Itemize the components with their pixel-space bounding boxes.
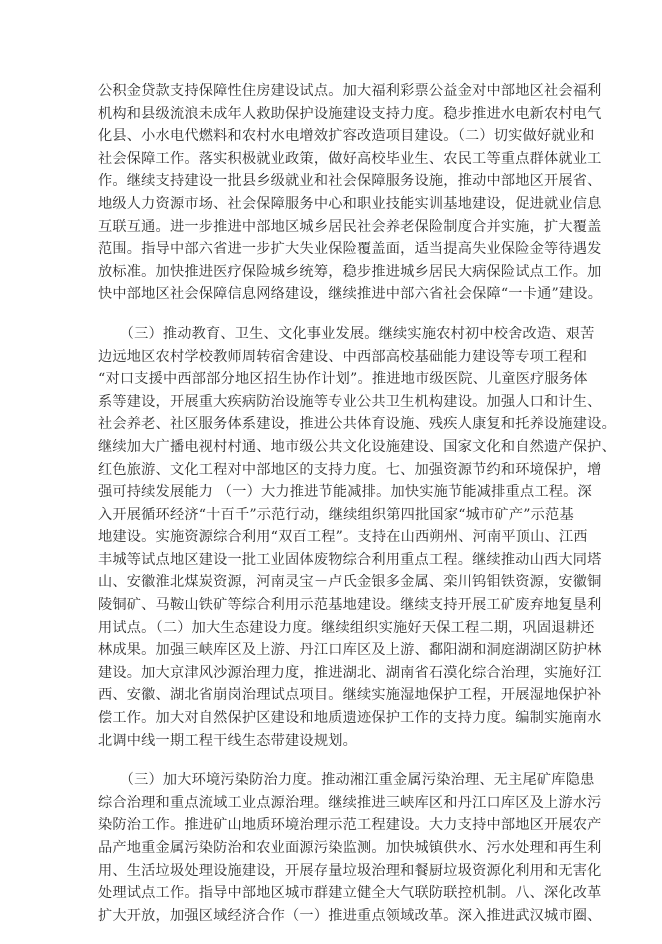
text-line: 公积金贷款支持保障性住房建设试点。加大福利彩票公益金对中部地区社会福利 bbox=[98, 83, 602, 99]
text-line: 互联互通。进一步推进中部地区城乡居民社会养老保险制度合并实施，扩大覆盖 bbox=[98, 218, 602, 235]
text-line: 陵铜矿、马鞍山铁矿等综合利用示范基地建设。继续支持开展工矿废弃地复垦利 bbox=[98, 597, 602, 614]
text-line: 用、生活垃圾处理设施建设，开展存量垃圾治理和餐厨垃圾资源化利用和无害化 bbox=[98, 862, 602, 879]
text-line: （三）推动教育、卫生、文化事业发展。继续实施农村初中校舍改造、艰苦 bbox=[98, 325, 595, 342]
document-page bbox=[98, 80, 616, 944]
text-line: 地级人力资源市场、社会保障服务中心和职业技能实训基地建设，促进就业信息 bbox=[98, 195, 602, 212]
text-line: 西、安徽、湖北省崩岗治理试点项目。继续实施湿地保护工程，开展湿地保护补 bbox=[98, 687, 602, 704]
text-line: 边远地区农村学校教师周转宿舍建设、中西部高校基础能力建设等专项工程和 bbox=[98, 348, 588, 365]
paragraph-education-health-culture bbox=[98, 323, 616, 752]
paragraph-social-security bbox=[98, 80, 603, 306]
text-line: 林成果。加强三峡库区及上游、丹江口库区及上游、鄱阳湖和洞庭湖湖区防护林 bbox=[98, 642, 602, 659]
text-line: 系等建设，开展重大疾病防治设施等专业公共卫生机构建设。加强人口和计生、 bbox=[98, 393, 602, 410]
text-line: 建设。加大京津风沙源治理力度，推进湖北、湖南省石漠化综合治理，实施好江 bbox=[98, 664, 602, 681]
text-line: “对口支援中西部部分地区招生协作计划”。推进地市级医院、儿童医疗服务体 bbox=[98, 371, 588, 388]
text-line: 品产地重金属污染防治和农业面源污染监测。加快城镇供水、污水处理和再生利 bbox=[98, 840, 602, 856]
text-line: 强可持续发展能力 （一）大力推进节能减排。加快实施节能减排重点工程。深 bbox=[98, 484, 592, 501]
text-line: 社会保障工作。落实积极就业政策，做好高校毕业生、农民工等重点群体就业工 bbox=[98, 150, 602, 167]
text-line: 扩大开放，加强区域经济合作（一）推进重点领域改革。深入推进武汉城市圈、 bbox=[98, 907, 602, 924]
text-line: 快中部地区社会保障信息网络建设，继续推进中部六省社会保障“一卡通”建设。 bbox=[98, 286, 603, 303]
text-line: 社会养老、社区服务体系建设，推进公共体育设施、残疾人康复和托养设施建设。 bbox=[98, 416, 616, 433]
text-line: 染防治工作。推进矿山地质环境治理示范工程建设。大力支持中部地区开展农产 bbox=[98, 817, 602, 834]
text-line: 化县、小水电代燃料和农村水电增效扩容改造项目建设。（二）切实做好就业和 bbox=[98, 128, 595, 145]
text-line: 丰城等试点地区建设一批工业固体废物综合利用重点工程。继续推动山西大同塔 bbox=[98, 551, 602, 568]
text-line: 综合治理和重点流域工业点源治理。继续推进三峡库区和丹江口库区及上游水污 bbox=[98, 794, 602, 811]
text-line: 范围。指导中部六省进一步扩大失业保险覆盖面，适当提高失业保险金等待遇发 bbox=[98, 241, 602, 258]
text-line: 偿工作。加大对自然保护区建设和地质遗迹保护工作的支持力度。编制实施南水 bbox=[98, 710, 602, 727]
text-line: 处理试点工作。指导中部地区城市群建立健全大气联防联控机制。八、深化改革 bbox=[98, 885, 602, 902]
text-line: 北调中线一期工程干线生态带建设规划。 bbox=[98, 732, 357, 749]
text-line: 机构和县级流浪未成年人救助保护设施建设支持力度。稳步推进水电新农村电气 bbox=[98, 105, 602, 122]
text-line: （三）加大环境污染防治力度。推动湘江重金属污染治理、无主尾矿库隐患 bbox=[98, 772, 595, 789]
text-line: 红色旅游、文化工程对中部地区的支持力度。七、加强资源节约和环境保护，增 bbox=[98, 461, 602, 478]
text-line: 山、安徽淮北煤炭资源，河南灵宝－卢氏金银多金属、栾川钨钼铁资源，安徽铜 bbox=[98, 574, 602, 591]
text-line: 入开展循环经济“十百千”示范行动，继续组织第四批国家“城市矿产”示范基 bbox=[98, 506, 574, 523]
text-line: 继续加大广播电视村村通、地市级公共文化设施建设、国家文化和自然遗产保护、 bbox=[98, 438, 616, 455]
paragraph-pollution-control bbox=[98, 769, 602, 927]
text-line: 用试点。（二）加大生态建设力度。继续组织实施好天保工程二期，巩固退耕还 bbox=[98, 619, 595, 636]
text-line: 作。继续支持建设一批县乡级就业和社会保障服务设施，推动中部地区开展省、 bbox=[98, 173, 602, 190]
text-line: 放标准。加快推进医疗保险城乡统筹，稳步推进城乡居民大病保险试点工作。加 bbox=[98, 263, 602, 280]
text-line: 地建设。实施资源综合利用“双百工程”。支持在山西朔州、河南平顶山、江西 bbox=[98, 529, 588, 546]
